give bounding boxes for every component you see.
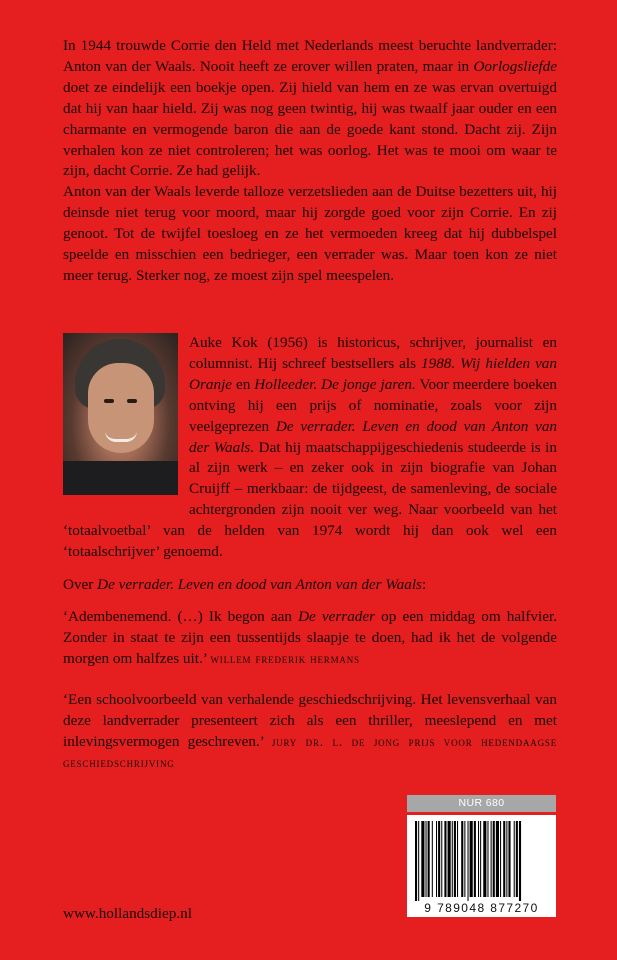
quote-text: ‘Een schoolvoorbeeld van verhalende geschiedschrijving. Het levensverhaal van deze landverrader presenteert zich als een thriller, meeslepend en met inlevingsvermogen geschreven.’ bbox=[63, 691, 557, 750]
photo-eye-right bbox=[127, 399, 137, 403]
barcode-bar bbox=[441, 821, 442, 897]
quote-text: op een middag om halfvier. Zonder in staat te zijn een tussentijds slaapje te doen, had ik het de volgende morgen om halfzes uit.’ bbox=[63, 608, 557, 667]
barcode-bar bbox=[461, 821, 463, 897]
barcode-bar bbox=[457, 821, 458, 897]
isbn-barcode bbox=[407, 815, 556, 917]
barcode-bars bbox=[407, 815, 556, 901]
quote-text: ‘Adembenemend. (…) Ik begon aan bbox=[63, 608, 299, 625]
isbn-number: 9 789048 877270 bbox=[424, 901, 539, 915]
barcode-bar bbox=[421, 821, 424, 897]
quote-source: jury dr. l. de jong prijs voor hedendaagse geschiedschrijving bbox=[63, 733, 558, 770]
barcode-bar bbox=[444, 821, 446, 897]
barcode-bar bbox=[432, 821, 433, 897]
barcode-bar bbox=[514, 821, 515, 897]
bio-text: Voor meerdere boeken ontving hij een prijs of nominatie, zoals voor zijn veelgeprezen bbox=[189, 375, 557, 435]
review-intro-suffix: : bbox=[421, 576, 427, 593]
barcode-bar bbox=[480, 821, 481, 897]
blurb-paragraph-2: Anton van der Waals leverde talloze verzetslieden aan de Duitse bezetters uit, hij deinsde niet terug voor moord, maar hij zorgde goed voor zijn Corrie. En zij genoot. Tot de twijfel toesloeg en ze het vermoeden kreeg dat hij dubbelspel speelde en misschien een bedrieger, een verrader was. Maar toen kon ze niet meer terug. Sterker nog, ze moest zijn spel meespelen. bbox=[63, 183, 557, 284]
photo-eye-left bbox=[104, 399, 114, 403]
barcode-bar bbox=[508, 821, 510, 897]
barcode-bar bbox=[478, 821, 479, 897]
barcode-bar bbox=[500, 821, 501, 897]
barcode-bar bbox=[468, 821, 469, 901]
quote-source: willem frederik hermans bbox=[210, 650, 360, 666]
photo-shirt bbox=[63, 461, 178, 495]
bio-text: en bbox=[232, 375, 255, 393]
book-title-italic: Oorlogsliefde bbox=[473, 57, 557, 75]
barcode-bar bbox=[493, 821, 495, 897]
bio-book-title: 1988. Wij hielden van Oranje bbox=[189, 354, 557, 393]
author-photo bbox=[63, 333, 178, 495]
bio-book-title: De verrader. Leven en dood van Anton van der Waals. bbox=[189, 417, 558, 456]
barcode-bar bbox=[426, 821, 427, 897]
blurb bbox=[63, 36, 557, 287]
barcode-bar bbox=[474, 821, 476, 897]
barcode-bar bbox=[491, 821, 492, 897]
publisher-website[interactable]: www.hollandsdiep.nl bbox=[63, 905, 192, 922]
barcode-bar bbox=[506, 821, 507, 897]
barcode-bar bbox=[519, 821, 521, 901]
barcode-bar bbox=[464, 821, 465, 897]
barcode-bar bbox=[436, 821, 437, 897]
blurb-paragraph-1 bbox=[63, 36, 557, 182]
barcode-bar bbox=[503, 821, 505, 897]
barcode-bar bbox=[428, 821, 430, 897]
review-quote-1 bbox=[63, 607, 557, 670]
review-intro bbox=[63, 575, 557, 596]
barcode-bar bbox=[415, 821, 417, 901]
barcode-bar bbox=[496, 821, 499, 897]
barcode-bar bbox=[448, 821, 451, 897]
barcode-bar bbox=[483, 821, 486, 897]
bio-book-title: Holleeder. De jonge jaren. bbox=[254, 375, 416, 393]
barcode-bar bbox=[487, 821, 488, 897]
barcode-bar bbox=[470, 821, 473, 897]
blurb-text: doet ze eindelijk een boekje open. Zij hield van hem en ze was ervan overtuigd dat hij van haar hield. Zij was nog geen twintig, hij was twaalf jaar ouder en een charmante en vermogende baron die aan de goede kant stond. Dacht zij. Zijn verhalen kon ze niet controleren; het was oorlog. Het was te mooi om waar te zijn, dacht Corrie. Ze had gelijk. bbox=[63, 78, 557, 180]
barcode-bar bbox=[454, 821, 456, 897]
review-intro-title: De verrader. Leven en dood van Anton van der Waals bbox=[97, 576, 422, 593]
barcode-bar bbox=[516, 821, 518, 897]
bio-text: Auke Kok (1956) is historicus, schrijver, journalist en columnist. Hij schreef bestsellers als bbox=[189, 334, 557, 372]
quote-book-title: De verrader bbox=[298, 608, 376, 625]
barcode-bar bbox=[418, 821, 419, 901]
nur-label: NUR 680 bbox=[407, 795, 556, 812]
review-intro-prefix: Over bbox=[63, 576, 98, 593]
barcode-bar bbox=[438, 821, 440, 897]
bio-text: Dat hij maatschappijgeschiedenis studeerde is in al zijn werk – en zeker ook in zijn biografie van Johan Cruijff – merkbaar: de tijdgeest, de samenleving, de sociale achtergronden zijn nooit ver weg. Naar voorbeeld van het ‘totaalvoetbal’ van de helden van 1974 wordt hij dan ook wel een ‘totaalschrijver’ genoemd. bbox=[63, 438, 557, 561]
review-quote-2 bbox=[63, 690, 557, 774]
blurb-text: In 1944 trouwde Corrie den Held met Nederlands meest beruchte landverrader: Anton van der Waals. Nooit heeft ze erover willen praten, maar in bbox=[63, 37, 557, 75]
barcode-bar bbox=[452, 821, 453, 897]
